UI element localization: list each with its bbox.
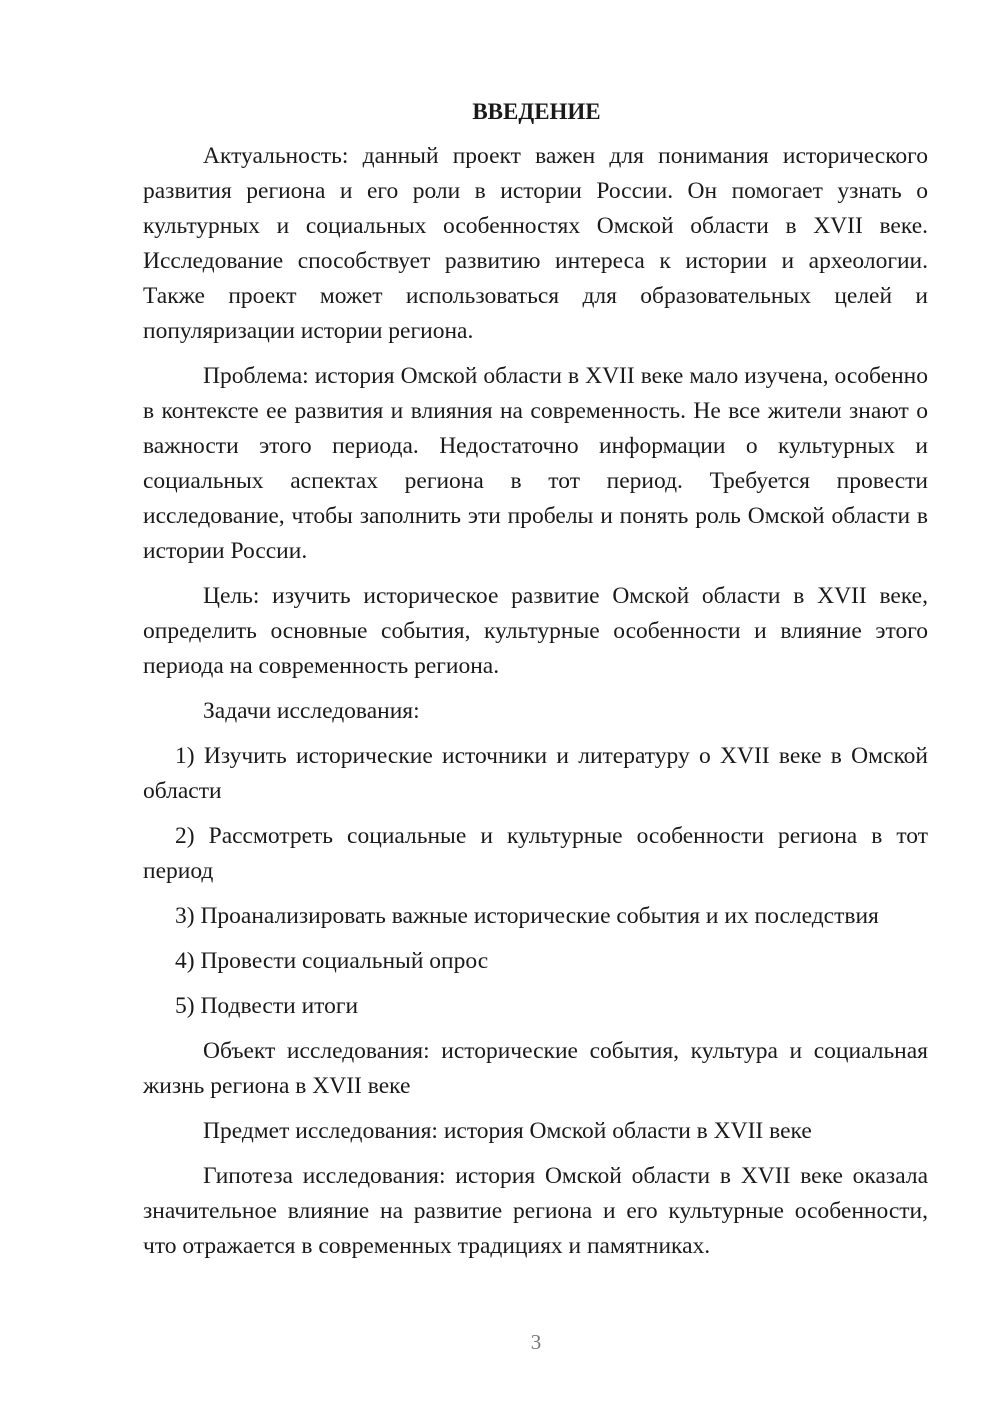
page-content [143, 94, 928, 1274]
task-item-2: 2) Рассмотреть социальные и культурные особенности региона в тот период [143, 823, 928, 884]
task-item-4: 4) Провести социальный опрос [175, 948, 489, 974]
tasks-heading: Задачи исследования: [203, 698, 420, 724]
task-item-1: 1) Изучить исторические источники и литературу о XVII веке в Омской области [143, 743, 928, 804]
hypothesis-paragraph: Гипотеза исследования: история Омской области в XVII веке оказала значительное влияние на развитие региона и его культурные особенности, что отражается в современных традициях и памятниках. [143, 1163, 928, 1259]
task-item-5: 5) Подвести итоги [175, 993, 359, 1019]
page-number: 3 [530, 1330, 542, 1354]
page-title: ВВЕДЕНИЕ [472, 99, 601, 124]
relevance-paragraph: Актуальность: данный проект важен для понимания исторического развития региона и его роли в истории России. Он помогает узнать о культурных и социальных особенностях Омской области в XVII веке. Исследование способствует развитию интереса к истории и археологии. Также проект может использоваться для образовательных целей и популяризации истории региона. [143, 143, 928, 344]
goal-paragraph: Цель: изучить историческое развитие Омской области в XVII веке, определить основные события, культурные особенности и влияние этого периода на современность региона. [143, 583, 928, 679]
problem-paragraph: Проблема: история Омской области в XVII веке мало изучена, особенно в контексте ее развития и влияния на современность. Не все жители знают о важности этого периода. Недостаточно информации о культурных и социальных аспектах региона в тот период. Требуется провести исследование, чтобы заполнить эти пробелы и понять роль Омской области в истории России. [143, 363, 928, 564]
task-item-3: 3) Проанализировать важные исторические события и их последствия [175, 903, 879, 929]
subject-paragraph: Предмет исследования: история Омской области в XVII веке [203, 1118, 812, 1144]
object-paragraph: Объект исследования: исторические события, культура и социальная жизнь региона в XVII веке [143, 1038, 928, 1099]
